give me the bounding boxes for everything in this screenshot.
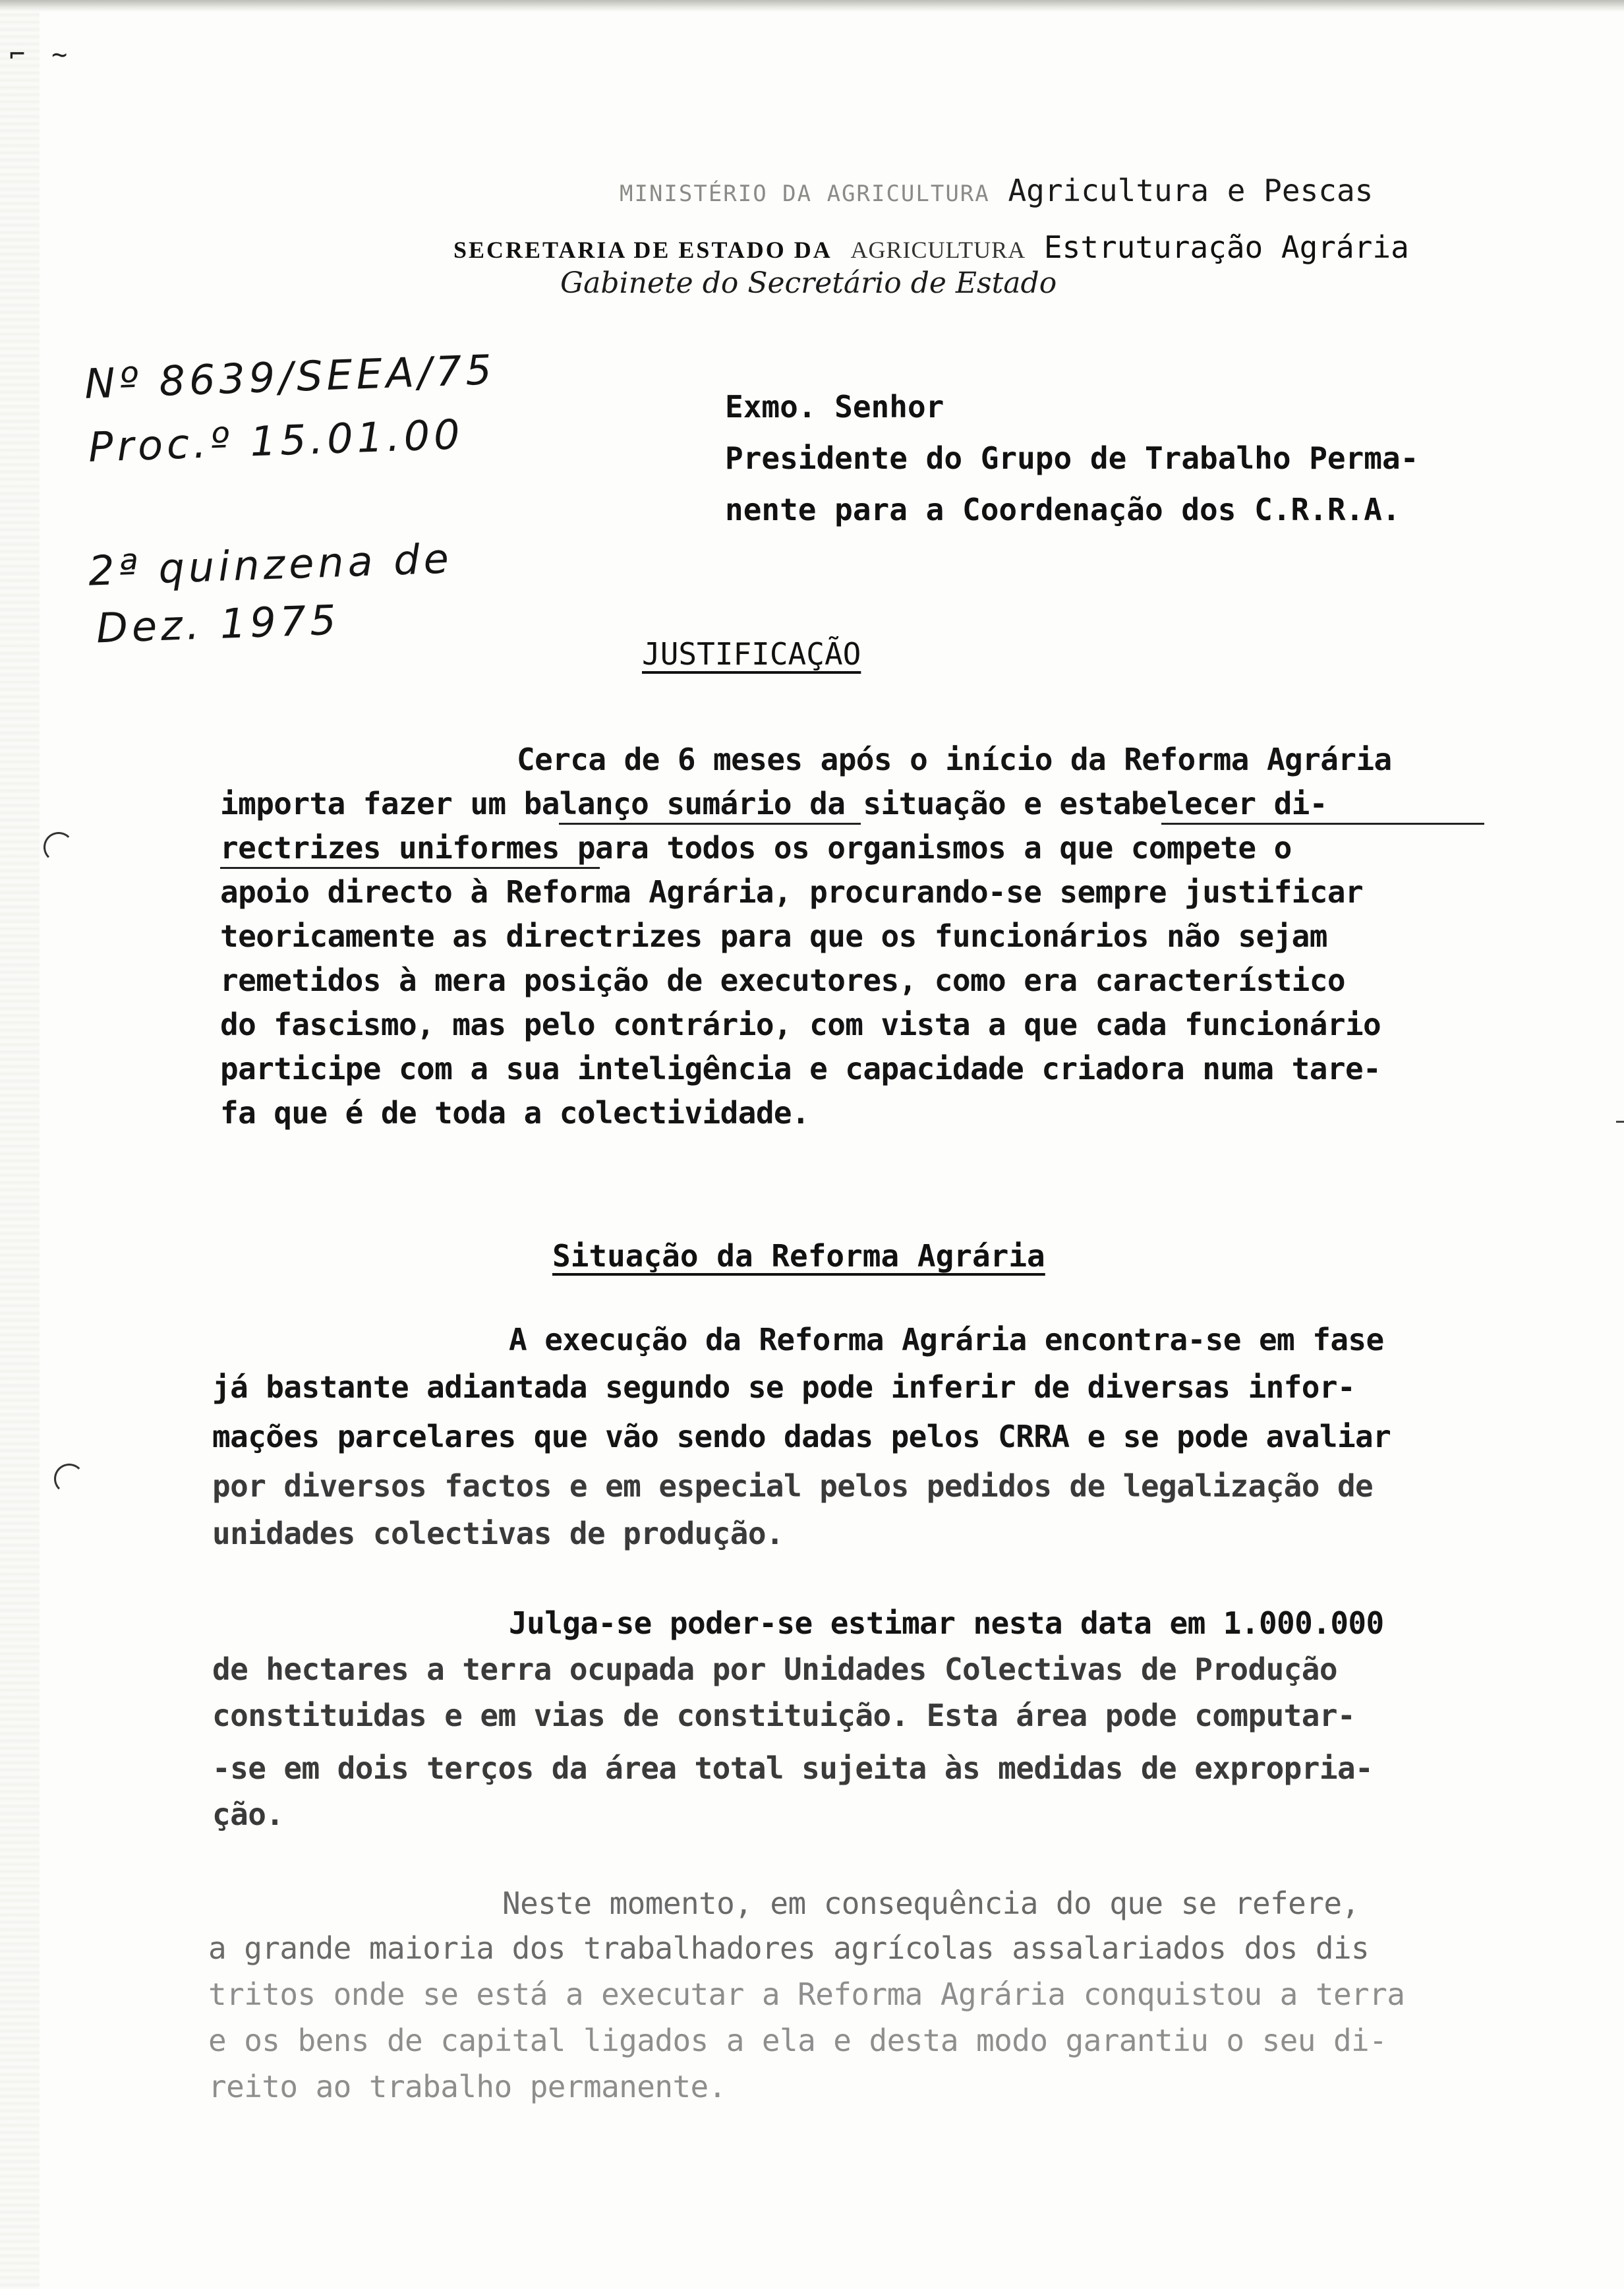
handwritten-ref-number: Nº 8639/SEEA/75	[83, 345, 496, 408]
paragraph3-line: ção.	[212, 1797, 284, 1832]
paragraph1-line: importa fazer um balanço sumário da situação e estabelecer di-	[220, 786, 1327, 821]
paragraph3-line: -se em dois terços da área total sujeita às medidas de expropria-	[212, 1750, 1374, 1786]
secretariat-prefix: SECRETARIA DE ESTADO DA	[453, 237, 832, 263]
punch-hole-icon	[54, 1464, 84, 1494]
handwritten-process: Proc.º 15.01.00	[87, 410, 465, 471]
paragraph3-line: Julga-se poder-se estimar nesta data em 1.000.000	[509, 1605, 1384, 1641]
paragraph4-line: Neste momento, em consequência do que se refere,	[502, 1886, 1360, 1921]
ministry-line	[620, 173, 1373, 208]
paragraph2-line: unidades colectivas de produção.	[212, 1516, 784, 1551]
secretariat-struck: AGRICULTURA	[850, 237, 1026, 263]
paragraph2-line: já bastante adiantada segundo se pode inferir de diversas infor-	[212, 1369, 1356, 1405]
addressee-line1: Exmo. Senhor	[725, 389, 944, 425]
paragraph1-line: do fascismo, mas pelo contrário, com vista a que cada funcionário	[220, 1007, 1381, 1042]
section-title: Situação da Reforma Agrária	[552, 1238, 1045, 1274]
paragraph2-line: por diversos factos e em especial pelos pedidos de legalização de	[212, 1468, 1374, 1504]
paragraph1-line: apoio directo à Reforma Agrária, procurando-se sempre justificar	[220, 874, 1364, 910]
underline-mark	[220, 867, 600, 869]
secretariat-line	[453, 229, 1409, 265]
document-title: JUSTIFICAÇÃO	[642, 636, 861, 672]
paragraph1-line: remetidos à mera posição de executores, como era característico	[220, 963, 1345, 998]
corner-mark: ⌐ ~	[9, 40, 73, 70]
paragraph3-line: de hectares a terra ocupada por Unidades Colectivas de Produção	[212, 1651, 1337, 1687]
paragraph2-line: A execução da Reforma Agrária encontra-se em fase	[509, 1322, 1384, 1357]
paragraph1-line: rectrizes uniformes para todos os organismos a que compete o	[220, 830, 1292, 866]
secretariat-name: Estruturação Agrária	[1043, 229, 1409, 265]
paragraph4-line: tritos onde se está a executar a Reforma Agrária conquistou a terra	[208, 1977, 1405, 2012]
paragraph4-line: reito ao trabalho permanente.	[208, 2069, 726, 2104]
paragraph4-line: e os bens de capital ligados a ela e desta modo garantiu o seu di-	[208, 2023, 1387, 2058]
paragraph3-line: constituidas e em vias de constituição. Esta área pode computar-	[212, 1698, 1356, 1733]
scan-edge-top	[0, 0, 1624, 12]
paragraph4-line: a grande maioria dos trabalhadores agrícolas assalariados dos dis	[208, 1930, 1370, 1966]
addressee-line2: Presidente do Grupo de Trabalho Perma-	[725, 440, 1419, 476]
scan-edge-left	[0, 0, 40, 2289]
underline-mark	[1161, 823, 1484, 825]
ministry-name: Agricultura e Pescas	[1008, 173, 1374, 208]
office-name: Gabinete do Secretário de Estado	[560, 266, 1057, 300]
ministry-prefix: MINISTÉRIO DA AGRICULTURA	[620, 181, 990, 207]
punch-hole-icon	[44, 832, 74, 862]
handwritten-date-line2: Dez. 1975	[95, 595, 341, 653]
paragraph2-line: mações parcelares que vão sendo dadas pelos CRRA e se pode avaliar	[212, 1419, 1391, 1454]
edge-tick	[1616, 1121, 1624, 1123]
paragraph1-line: teoricamente as directrizes para que os funcionários não sejam	[220, 918, 1327, 954]
paragraph1-line: Cerca de 6 meses após o início da Reforma Agrária	[517, 742, 1392, 777]
addressee-line3: nente para a Coordenação dos C.R.R.A.	[725, 492, 1401, 527]
handwritten-date-line1: 2ª quinzena de	[87, 534, 453, 595]
paragraph1-line: fa que é de toda a colectividade.	[220, 1095, 810, 1131]
underline-mark	[559, 823, 861, 825]
paragraph1-line: participe com a sua inteligência e capacidade criadora numa tare-	[220, 1051, 1381, 1086]
